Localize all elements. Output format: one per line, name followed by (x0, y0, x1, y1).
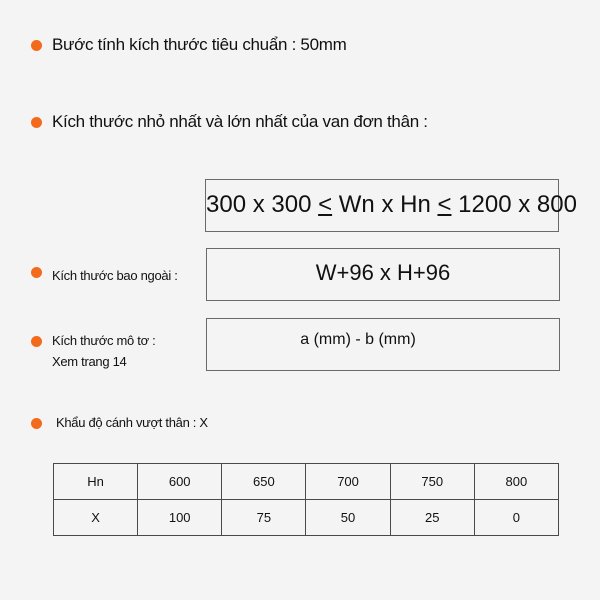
table-cell: 800 (474, 464, 558, 500)
motor-size-label: Kích thước mô tơ : (52, 333, 156, 348)
overlap-label: Khẩu độ cánh vượt thân : X (56, 415, 208, 430)
step-size-label: Bước tính kích thước tiêu chuẩn : 50mm (52, 35, 347, 54)
range-box (205, 179, 577, 232)
table-cell: 25 (390, 500, 474, 536)
table-cell: Hn (54, 464, 138, 500)
bullet-icon (31, 336, 42, 347)
table-cell: 650 (222, 464, 306, 500)
min-max-label: Kích thước nhỏ nhất và lớn nhất của van đơn thân : (52, 112, 428, 131)
table-cell: 700 (306, 464, 390, 500)
table-cell: X (54, 500, 138, 536)
bullet-icon (31, 40, 42, 51)
outer-formula: W+96 x H+96 (315, 260, 451, 285)
range-text: 300 x 300 < Wn x Hn < 1200 x 800 (206, 191, 577, 218)
motor-formula-box (206, 318, 560, 371)
motor-page-note: Xem trang 14 (52, 354, 127, 369)
table-cell: 0 (474, 500, 558, 536)
motor-formula: a (mm) - b (mm) (300, 331, 416, 348)
table-row (54, 500, 559, 536)
bullet-icon (31, 418, 42, 429)
table-cell: 100 (138, 500, 222, 536)
overlap-table (53, 463, 559, 536)
table-cell: 600 (138, 464, 222, 500)
less-equal-symbol: < (318, 191, 333, 218)
bullet-icon (31, 117, 42, 128)
bullet-icon (31, 267, 42, 278)
outer-formula-box (206, 248, 560, 301)
outer-size-label: Kích thước bao ngoài : (52, 268, 178, 283)
table-cell: 75 (222, 500, 306, 536)
less-equal-symbol: < (437, 191, 452, 218)
table-row (54, 464, 559, 500)
table-cell: 50 (306, 500, 390, 536)
table-cell: 750 (390, 464, 474, 500)
